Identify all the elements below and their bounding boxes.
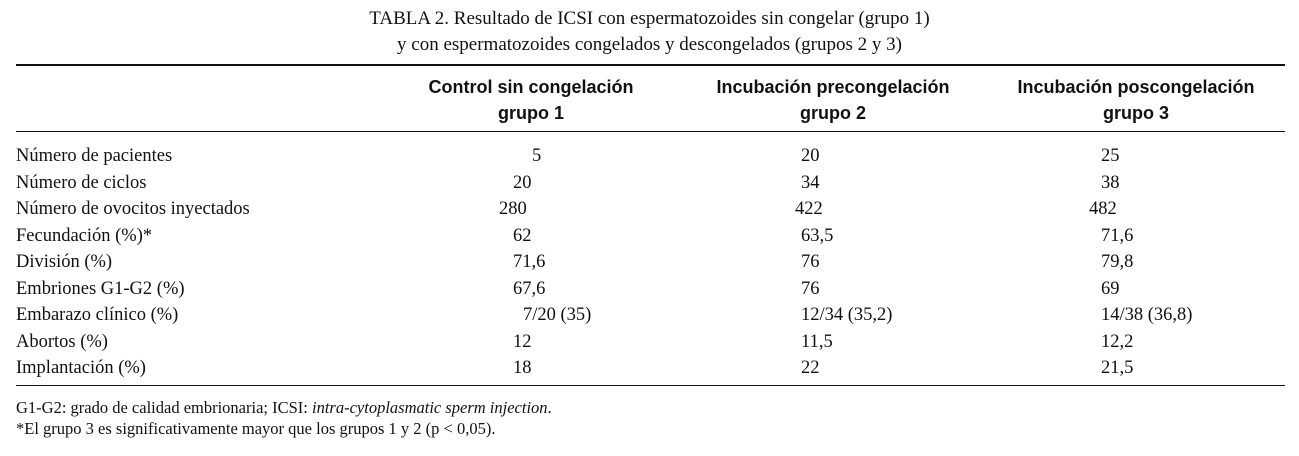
column-header-title: Incubación poscongelación <box>1017 77 1255 97</box>
cell-group-1: 5 <box>532 146 542 166</box>
footnote-significance: *El grupo 3 es significativamente mayor que los grupos 1 y 2 (p < 0,05). <box>16 419 496 438</box>
cell-group-3: 69 <box>1101 278 1120 299</box>
cell-group-1: 67,6 <box>513 278 546 299</box>
column-header-group: grupo 2 <box>800 103 866 123</box>
table-row <box>16 223 1281 250</box>
table-row <box>16 329 1281 356</box>
column-header-title: Control sin congelación <box>428 77 634 97</box>
cell-group-3: 38 <box>1101 172 1120 193</box>
table-row <box>16 276 1281 303</box>
cell-group-1: 280 <box>499 199 527 219</box>
cell-group-2: 20 <box>801 146 820 166</box>
cell-group-1: 20 <box>513 172 532 193</box>
cell-group-2: 76 <box>801 252 820 272</box>
top-rule <box>16 64 1285 66</box>
column-header-group-1 <box>371 74 691 126</box>
footnote-abbrev-italic: intra-cytoplasmatic sperm injection <box>312 398 548 417</box>
table-row <box>16 302 1281 329</box>
cell-group-3: 79,8 <box>1101 252 1134 272</box>
column-header-group-2 <box>673 74 993 126</box>
cell-group-2: 11,5 <box>801 331 833 352</box>
row-label: Implantación (%) <box>16 358 146 378</box>
table-row <box>16 355 1281 382</box>
table-row <box>16 196 1281 223</box>
cell-group-1: 12 <box>513 331 532 352</box>
cell-group-2: 76 <box>801 278 820 299</box>
row-label: División (%) <box>16 252 113 272</box>
table-row <box>16 249 1281 276</box>
row-label: Número de pacientes <box>16 146 173 166</box>
cell-group-3: 71,6 <box>1101 225 1134 246</box>
cell-group-3: 21,5 <box>1101 358 1134 378</box>
footnote-abbrev-end: . <box>547 398 552 417</box>
row-label: Embriones G1-G2 (%) <box>16 278 185 299</box>
row-label: Abortos (%) <box>16 331 108 352</box>
column-header-group: grupo 1 <box>498 103 564 123</box>
table-row <box>16 143 1281 170</box>
column-header-title: Incubación precongelación <box>716 77 950 97</box>
cell-group-2: 34 <box>801 172 820 193</box>
cell-group-1: 7/20 (35) <box>523 305 592 325</box>
results-table <box>16 143 1281 382</box>
cell-group-1: 71,6 <box>513 252 546 272</box>
row-label: Número de ciclos <box>16 172 147 193</box>
table-title-line-1: TABLA 2. Resultado de ICSI con espermatozoides sin congelar (grupo 1) <box>369 8 930 29</box>
column-header-group-3 <box>976 74 1296 126</box>
row-label: Número de ovocitos inyectados <box>16 199 250 219</box>
cell-group-3: 12,2 <box>1101 331 1134 352</box>
cell-group-3: 14/38 (36,8) <box>1101 305 1193 325</box>
cell-group-1: 18 <box>513 358 532 378</box>
bottom-rule <box>16 385 1285 386</box>
cell-group-2: 12/34 (35,2) <box>801 305 893 325</box>
row-label: Embarazo clínico (%) <box>16 305 179 325</box>
cell-group-2: 63,5 <box>801 225 834 246</box>
cell-group-2: 22 <box>801 358 820 378</box>
header-rule <box>16 131 1285 132</box>
table-title-line-2: y con espermatozoides congelados y descongelados (grupos 2 y 3) <box>397 34 902 55</box>
column-header-group: grupo 3 <box>1103 103 1169 123</box>
table-row <box>16 170 1281 197</box>
footnote-abbreviations <box>16 397 552 419</box>
footnote-abbrev-text: G1-G2: grado de calidad embrionaria; ICSI: <box>16 398 312 417</box>
cell-group-2: 422 <box>795 199 823 219</box>
cell-group-3: 25 <box>1101 146 1120 166</box>
row-label: Fecundación (%)* <box>16 225 153 246</box>
cell-group-1: 62 <box>513 225 532 246</box>
cell-group-3: 482 <box>1089 199 1117 219</box>
